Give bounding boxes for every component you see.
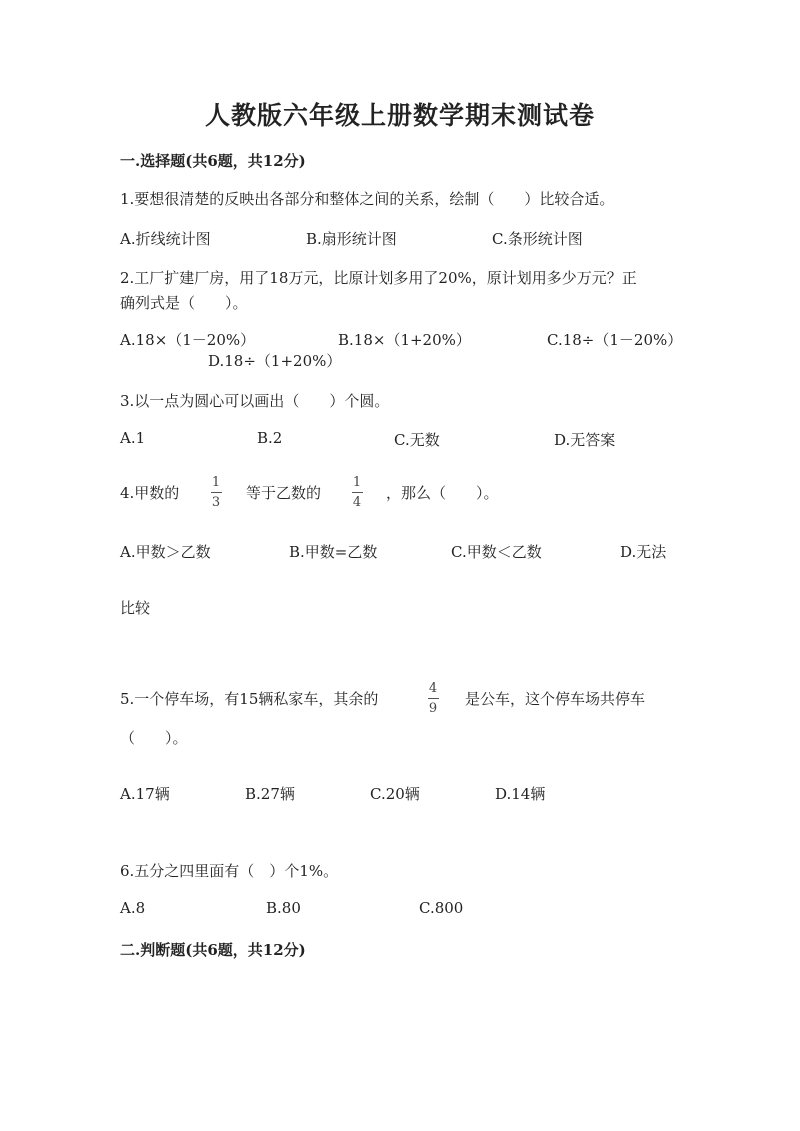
question-4-option-d: D.无法: [620, 543, 667, 561]
question-6-option-b: B.80: [266, 899, 301, 917]
question-2-option-a: A.18×（1－20%）: [120, 331, 256, 349]
question-2-option-d: D.18÷（1+20%）: [208, 352, 342, 370]
question-1-option-c: C.条形统计图: [492, 230, 583, 248]
question-3-option-b: B.2: [257, 429, 283, 447]
question-4-option-d-wrap: 比较: [120, 599, 151, 617]
question-2-text-line2: 确列式是（ ）。: [120, 294, 248, 312]
question-5-text-part1: 5.一个停车场，有15辆私家车，其余的: [120, 690, 379, 708]
question-6-text: 6.五分之四里面有（ ）个1%。: [120, 862, 339, 880]
question-3-option-c: C.无数: [394, 431, 440, 449]
question-1-option-b: B.扇形统计图: [306, 230, 397, 248]
question-3-option-d: D.无答案: [554, 431, 616, 449]
question-5-option-d: D.14辆: [495, 785, 546, 803]
question-5-text-line2: （ ）。: [120, 729, 188, 747]
section-heading-judgement: 二.判断题(共6题，共12分): [120, 941, 306, 959]
fraction-denominator: 3: [211, 495, 221, 510]
question-5-fraction-four-ninths: [425, 681, 441, 716]
question-6-option-a: A.8: [120, 899, 146, 917]
question-2-option-b: B.18×（1+20%）: [338, 331, 471, 349]
question-5-option-b: B.27辆: [245, 785, 295, 803]
question-4-text-part2: 等于乙数的: [246, 484, 322, 502]
question-4-option-a: A.甲数＞乙数: [120, 543, 211, 561]
question-2-option-c: C.18÷（1－20%）: [547, 331, 683, 349]
fraction-bar: [211, 492, 222, 493]
fraction-numerator: 4: [428, 681, 438, 696]
fraction-numerator: 1: [352, 475, 362, 490]
question-4-fraction-one-quarter: [349, 475, 365, 510]
question-4-text-part1: 4.甲数的: [120, 484, 180, 502]
question-4-option-c: C.甲数＜乙数: [451, 543, 542, 561]
fraction-denominator: 9: [428, 701, 438, 716]
question-5-option-c: C.20辆: [370, 785, 420, 803]
fraction-denominator: 4: [352, 495, 362, 510]
question-6-option-c: C.800: [419, 899, 464, 917]
question-5-option-a: A.17辆: [120, 785, 170, 803]
question-4-text-part3: ，那么（ ）。: [386, 484, 499, 502]
fraction-bar: [428, 698, 439, 699]
question-1-option-a: A.折线统计图: [120, 230, 211, 248]
question-5-text-part2: 是公车，这个停车场共停车: [465, 690, 646, 708]
question-4-fraction-one-third: [208, 475, 224, 510]
question-3-text: 3.以一点为圆心可以画出（ ）个圆。: [120, 392, 390, 410]
question-2-text-line1: 2.工厂扩建厂房，用了18万元，比原计划多用了20%，原计划用多少万元？正: [120, 269, 637, 287]
fraction-bar: [352, 492, 363, 493]
question-4-option-b: B.甲数=乙数: [289, 543, 378, 561]
section-heading-choice: 一.选择题(共6题，共12分): [120, 152, 306, 170]
question-1-text: 1.要想很清楚的反映出各部分和整体之间的关系，绘制（ ）比较合适。: [120, 190, 615, 208]
fraction-numerator: 1: [211, 475, 221, 490]
question-3-option-a: A.1: [120, 429, 146, 447]
page-title: 人教版六年级上册数学期末测试卷: [204, 101, 595, 130]
